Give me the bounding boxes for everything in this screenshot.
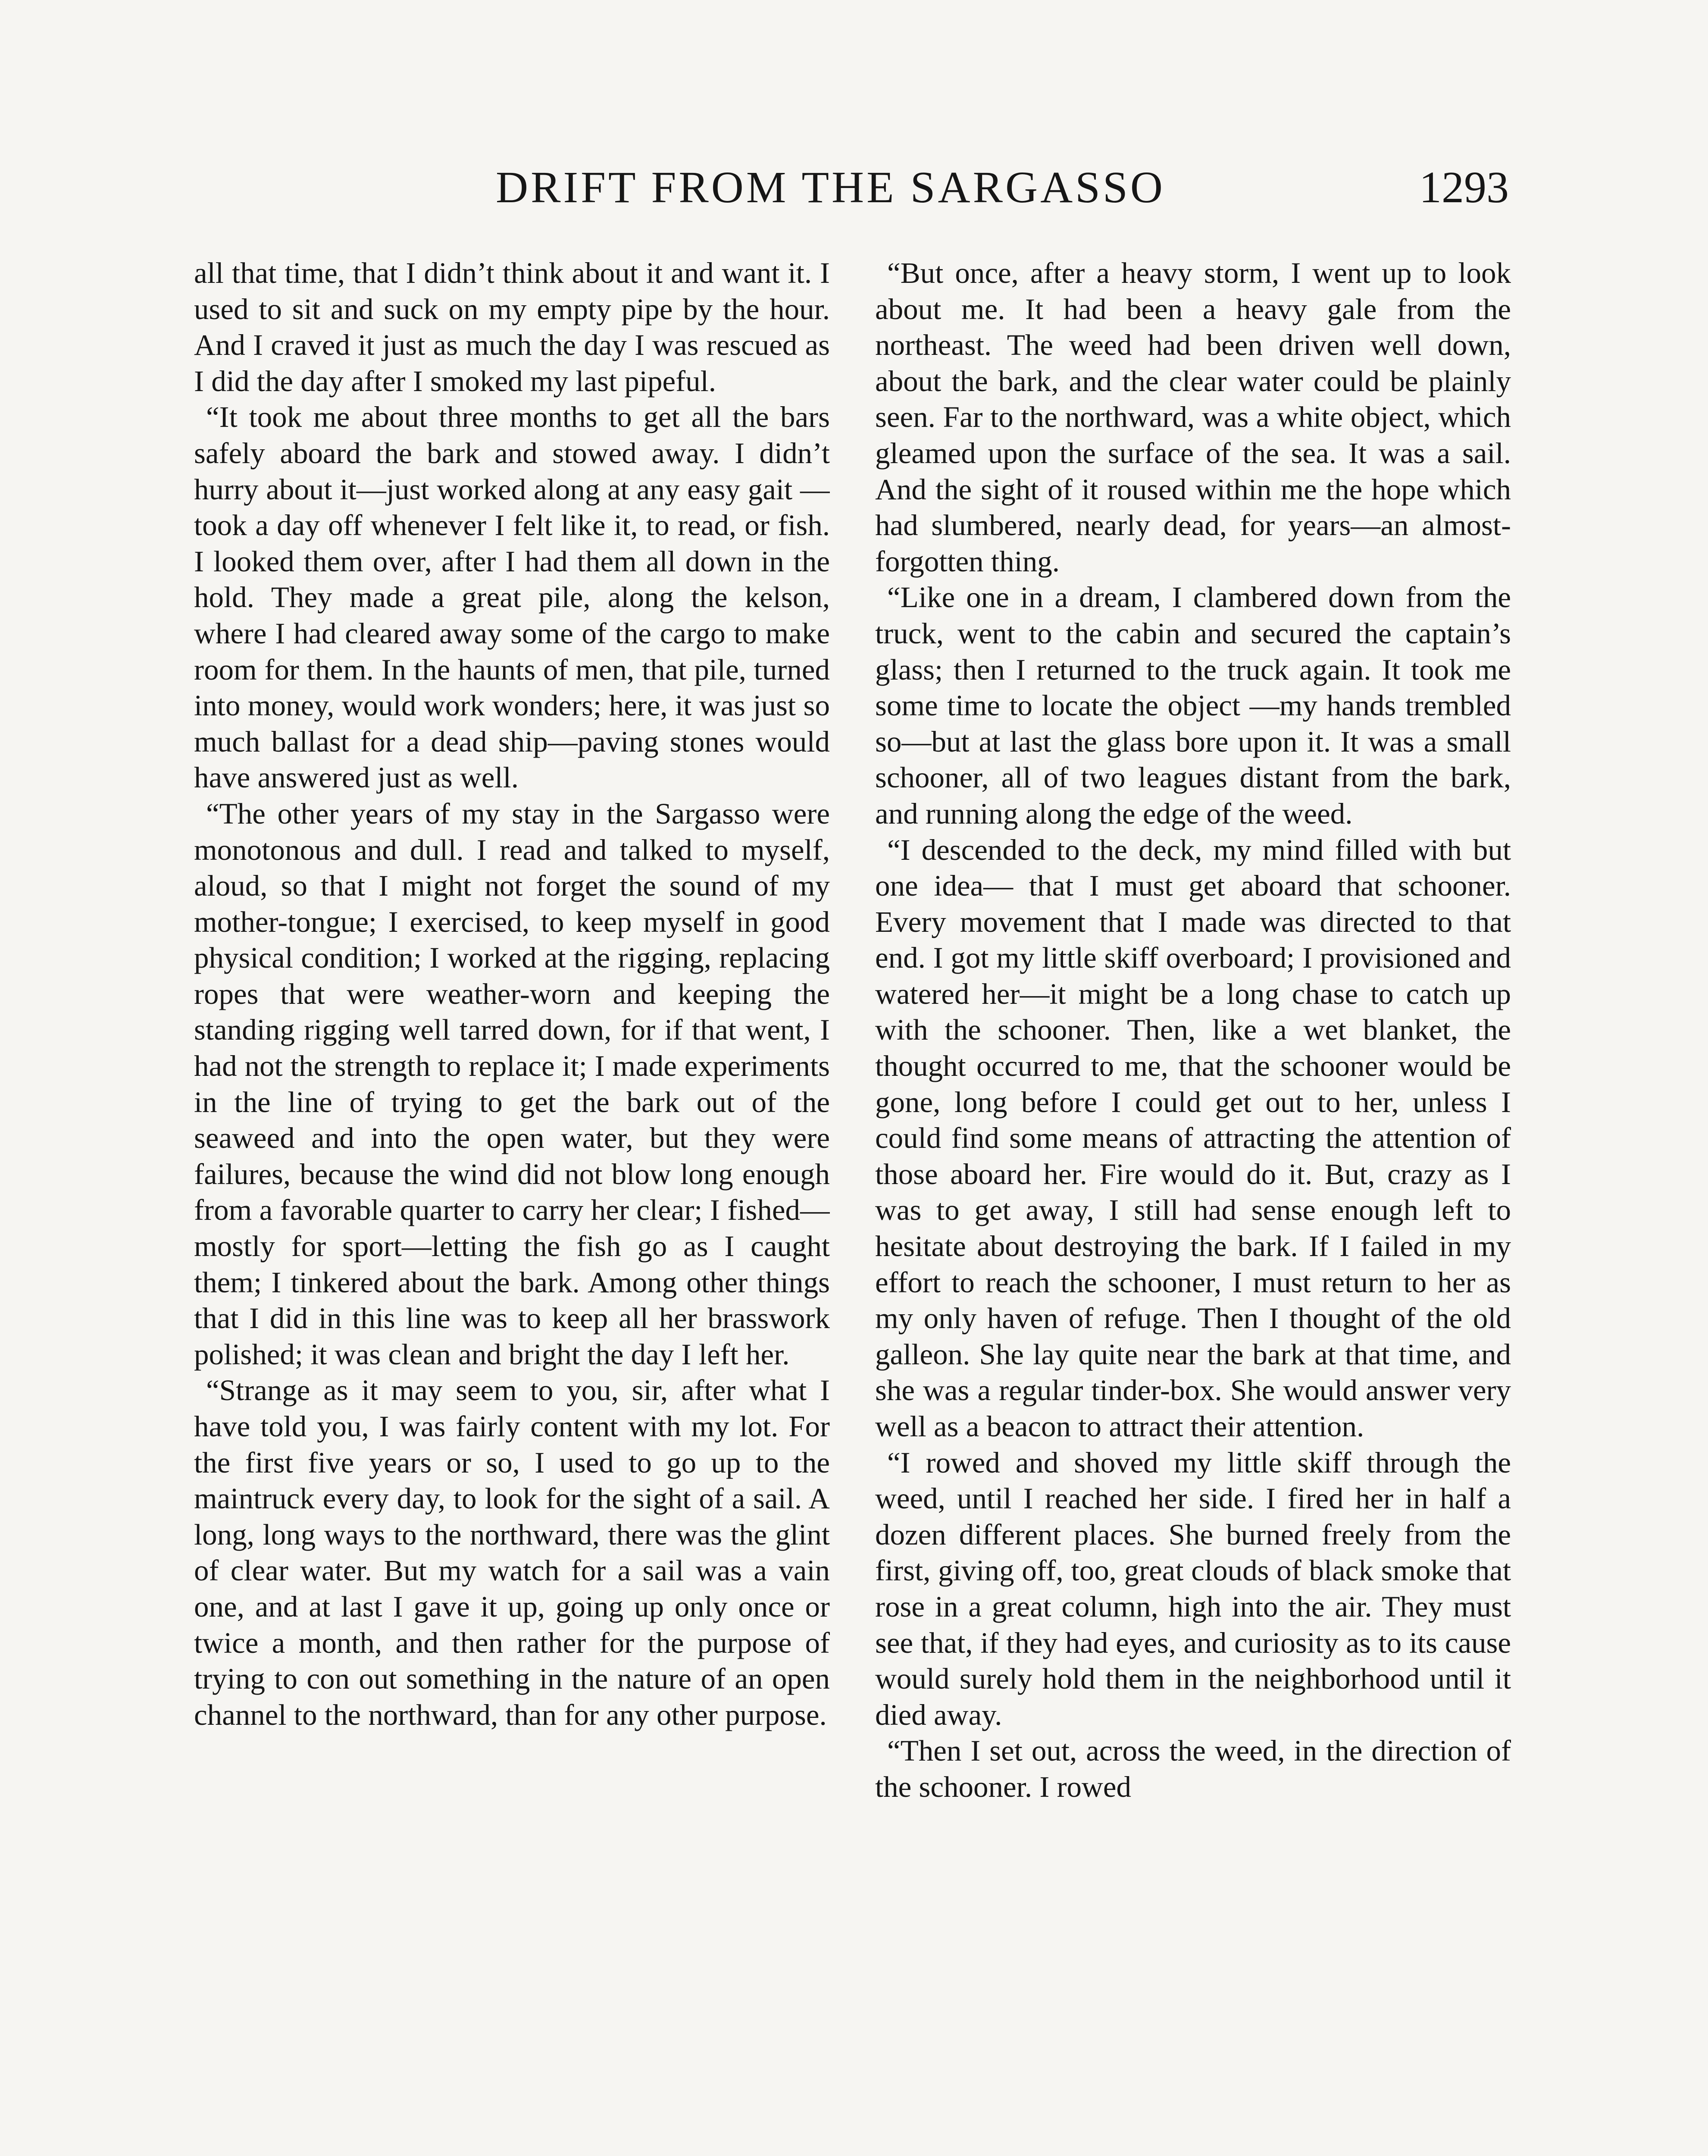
paragraph: all that time, that I didn’t think about it and want it. I used to sit and suck on my empty pipe by the hour. And I craved it just as much the day I was rescued as I did the day after I smoked my last pipeful. (194, 257, 830, 398)
page-header (194, 162, 1509, 226)
paragraph: “The other years of my stay in the Sargasso were monotonous and dull. I read and talked to myself, aloud, so that I might not forget the sound of my mother-tongue; I exercised, to keep myself in good physical condition; I worked at the rigging, replacing ropes that were weather-worn and keeping the standing rigging well tarred down, for if that went, I had not the strength to replace it; I made experiments in the line of trying to get the bark out of the seaweed and into the open water, but they were failures, because the wind did not blow long enough from a favorable quarter to carry her clear; I fished—mostly for sport—letting the fish go as I caught them; I tinkered about the bark. Among other things that I did in this line was to keep all her brasswork polished; it was clean and bright the day I left her. (194, 797, 830, 1371)
paragraph: “Like one in a dream, I clambered down from the truck, went to the cabin and secured the captain’s glass; then I returned to the truck again. It took me some time to locate the object —my hands trembled so—but at last the glass bore upon it. It was a small schooner, all of two leagues distant from the bark, and running along the edge of the weed. (875, 581, 1511, 830)
page-number: 1293 (1419, 163, 1509, 212)
paragraph: “I descended to the deck, my mind filled with but one idea— that I must get aboard that schooner. Every movement that I made was directed to that end. I got my little skiff overboard; I provisioned and watered her—it might be a long chase to catch up with the schooner. Then, like a wet blanket, the thought occurred to me, that the schooner would be gone, long before I could get out to her, unless I could find some means of attracting the attention of those aboard her. Fire would do it. But, crazy as I was to get away, I still had sense enough left to hesitate about destroying the bark. If I failed in my effort to reach the schooner, I must return to her as my only haven of refuge. Then I thought of the old galleon. She lay quite near the bark at that time, and she was a regular tinder-box. She would answer very well as a beacon to attract their attention. (875, 833, 1511, 1443)
paragraph: “Strange as it may seem to you, sir, after what I have told you, I was fairly content with my lot. For the first five years or so, I used to go up to the maintruck every day, to look for the sight of a sail. A long, long ways to the northward, there was the glint of clear water. But my watch for a sail was a vain one, and at last I gave it up, going up only once or twice a month, and then rather for the purpose of trying to con out something in the nature of an open channel to the northward, than for any other purpose. (194, 1374, 830, 1731)
running-title: DRIFT FROM THE SARGASSO (496, 163, 1165, 212)
left-column (194, 255, 830, 1733)
right-column (875, 255, 1511, 1805)
paragraph: “Then I set out, across the weed, in the direction of the schooner. I rowed (875, 1734, 1511, 1803)
paragraph: “I rowed and shoved my little skiff through the weed, until I reached her side. I fired her in half a dozen different places. She burned freely from the first, giving off, too, great clouds of black smoke that rose in a great column, high into the air. They must see that, if they had eyes, and curiosity as to its cause would surely hold them in the neighborhood until it died away. (875, 1446, 1511, 1731)
paragraph: “But once, after a heavy storm, I went up to look about me. It had been a heavy gale from the northeast. The weed had been driven well down, about the bark, and the clear water could be plainly seen. Far to the northward, was a white object, which gleamed upon the surface of the sea. It was a sail. And the sight of it roused within me the hope which had slumbered, nearly dead, for years—an almost-forgotten thing. (875, 257, 1511, 578)
paragraph: “It took me about three months to get all the bars safely aboard the bark and stowed away. I didn’t hurry about it—just worked along at any easy gait —took a day off whenever I felt like it, to read, or fish. I looked them over, after I had them all down in the hold. They made a great pile, along the kelson, where I had cleared away some of the cargo to make room for them. In the haunts of men, that pile, turned into money, would work wonders; here, it was just so much ballast for a dead ship—paving stones would have answered just as well. (194, 401, 830, 794)
